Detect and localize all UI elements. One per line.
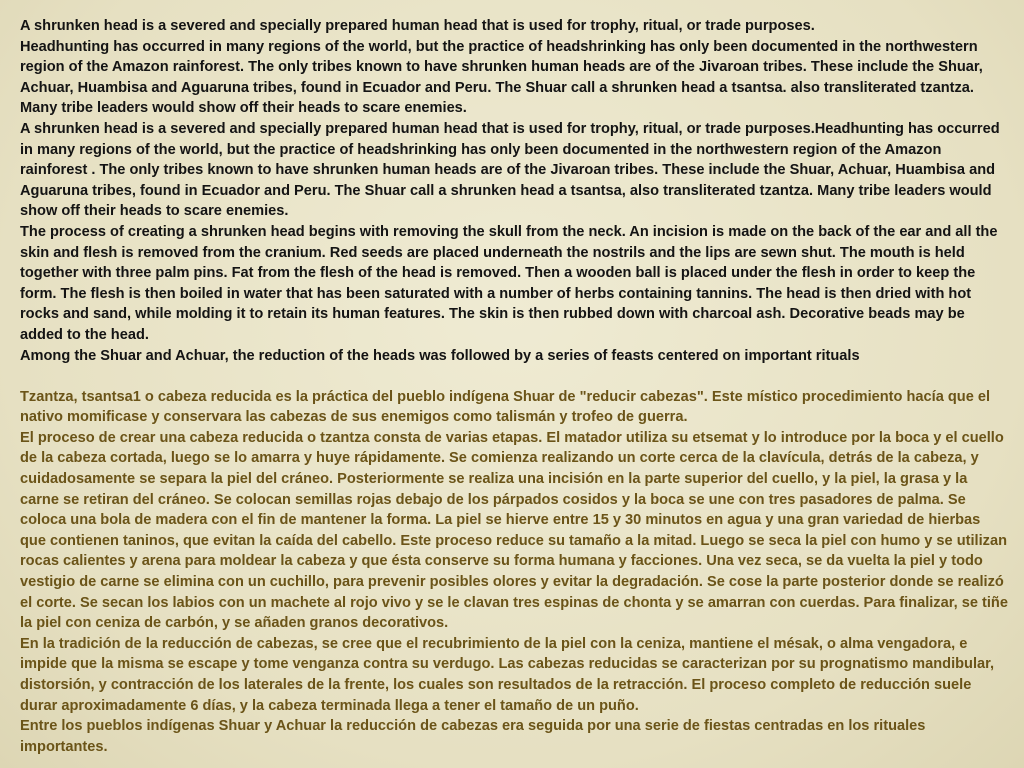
spanish-paragraph-4: Entre los pueblos indígenas Shuar y Achuar la reducción de cabezas era seguida por una serie de fiestas centradas en los rituales importantes. bbox=[20, 718, 926, 755]
spanish-paragraph-3: En la tradición de la reducción de cabezas, se cree que el recubrimiento de la piel con la ceniza, mantiene el mésak, o alma vengadora, e impide que la misma se escape y tome venganza contra su verdugo. Las cabezas reducidas se caracterizan por su prognatismo mandibular, distorsión, y contracción de los laterales de la frente, los cuales son resultados de la retracción. El proceso completo de reducción suele durar aproximadamente 6 días, y la cabeza terminada llega a tener el tamaño de un puño. bbox=[20, 635, 995, 714]
spanish-text-block bbox=[20, 387, 1010, 758]
english-paragraph-1: A shrunken head is a severed and specially prepared human head that is used for trophy, ritual, or trade purposes. bbox=[20, 18, 815, 34]
english-paragraph-5: Among the Shuar and Achuar, the reduction of the heads was followed by a series of feasts centered on important rituals bbox=[20, 347, 860, 364]
english-paragraph-3: A shrunken head is a severed and specially prepared human head that is used for trophy, ritual, or trade purposes.Headhunting has occurred in many regions of the world, but the practice of headshrinking has only been documented in the northwestern region of the Amazon rainforest . The only tribes known to have shrunken human heads are of the Jivaroan tribes. These include the Shuar, Achuar, Huambisa and Aguaruna tribes, found in Ecuador and Peru. The Shuar call a shrunken head a tsantsa, also transliterated tzantza. Many tribe leaders would show off their heads to scare enemies. bbox=[20, 120, 1000, 220]
slide-content bbox=[20, 16, 1010, 756]
spanish-paragraph-2: El proceso de crear una cabeza reducida o tzantza consta de varias etapas. El matador utiliza su etsemat y lo introduce por la boca y el cuello de la cabeza cortada, luego se lo amarra y huye rápidamente. Se comienza realizando un corte cerca de la clavícula, detrás de la cabeza, y cuidadosamente se separa la piel del cráneo. Posteriormente se realiza una incisión en la parte superior del cuello, y la piel, la grasa y la carne se retiran del cráneo. Se colocan semillas rojas debajo de los párpados cosidos y la boca se une con tres pasadores de palma. Se coloca una bola de madera con el fin de mantener la forma. La piel se hierve entre 15 y 30 minutos en agua y una gran variedad de hierbas que contienen taninos, que evitan la caída del cabello. Este proceso reduce su tamaño a la mitad. Luego se seca la piel con humo y se utilizan rocas calientes y arena para moldear la cabeza y que ésta conserve su forma humana y facciones. Una vez seca, se da vuelta la piel y todo vestigio de carne se elimina con un cuchillo, para prevenir posibles olores y evitar la degradación. Se cose la parte posterior donde se realizó el corte. Se secan los labios con un machete al rojo vivo y se le clavan tres espinas de chonta y se amarran con cuerdas. Para finalizar, se tiñe la piel con ceniza de carbón, y se añaden granos decorativos. bbox=[20, 429, 1008, 632]
english-paragraph-4: The process of creating a shrunken head begins with removing the skull from the neck. An incision is made on the back of the ear and all the skin and flesh is removed from the cranium. Red seeds are placed underneath the nostrils and the lips are sewn shut. The mouth is held together with three palm pins. Fat from the flesh of the head is removed. Then a wooden ball is placed under the flesh in order to keep the form. The flesh is then boiled in water that has been saturated with a number of herbs containing tannins. The head is then dried with hot rocks and sand, while molding it to retain its human features. The skin is then rubbed down with charcoal ash. Decorative beads may be added to the head. bbox=[20, 223, 998, 343]
spanish-paragraph-1: Tzantza, tsantsa1 o cabeza reducida es la práctica del pueblo indígena Shuar de "reducir cabezas". Este místico procedimiento hacía que el nativo momificase y conservara las cabezas de sus enemigos como talismán y trofeo de guerra. bbox=[20, 388, 991, 426]
english-paragraph-2: Headhunting has occurred in many regions of the world, but the practice of headshrinking has only been documented in the northwestern region of the Amazon rainforest. The only tribes known to have shrunken human heads are of the Jivaroan tribes. These include the Shuar, Achuar, Huambisa and Aguaruna tribes, found in Ecuador and Peru. The Shuar call a shrunken head a tsantsa. also transliterated tzantza. Many tribe leaders would show off their heads to scare enemies. bbox=[20, 38, 983, 117]
english-text-block bbox=[20, 16, 1010, 366]
